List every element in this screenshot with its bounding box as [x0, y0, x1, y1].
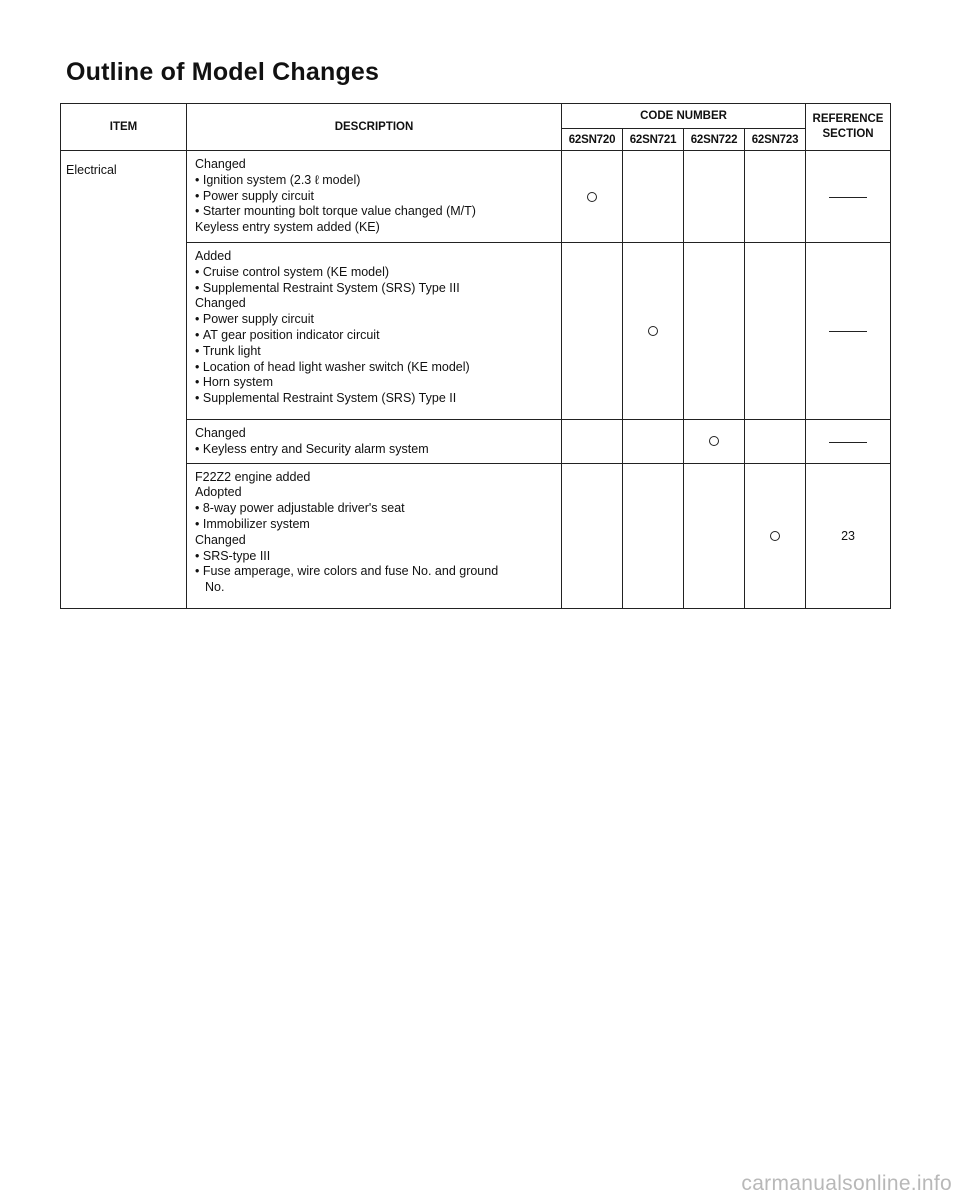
description-line: Added: [195, 249, 232, 263]
no-reference-dash: [829, 331, 867, 332]
description-header: DESCRIPTION: [187, 104, 562, 151]
description-line: No.: [205, 580, 225, 595]
code-cell: [562, 151, 623, 243]
applicable-mark-icon: [709, 436, 719, 446]
reference-header-line1: REFERENCE: [812, 113, 884, 125]
description-line: • Horn system: [195, 375, 557, 391]
description-line: F22Z2 engine added: [195, 469, 311, 484]
code-cell: [562, 463, 623, 608]
code-cell: [623, 420, 684, 464]
code-header-62sn720: 62SN720: [562, 129, 623, 151]
code-cell: [745, 151, 806, 243]
description-line: • Fuse amperage, wire colors and fuse No. and ground: [195, 564, 557, 580]
description-line: • Supplemental Restraint System (SRS) Type II: [195, 391, 557, 407]
reference-cell: [806, 463, 891, 608]
item-cell-electrical: Electrical: [61, 151, 187, 609]
description-line: Changed: [195, 296, 246, 311]
code-cell: [623, 243, 684, 420]
table-row: [61, 151, 891, 243]
code-cell: [684, 463, 745, 608]
description-line: Adopted: [195, 485, 242, 500]
item-header: ITEM: [61, 104, 187, 151]
reference-header-line2: SECTION: [822, 128, 874, 140]
reference-section-header: [806, 104, 891, 151]
description-line: • SRS-type III: [195, 549, 557, 565]
description-line: • Immobilizer system: [195, 517, 557, 533]
description-line: Changed: [195, 426, 246, 440]
description-line: • Power supply circuit: [195, 189, 557, 205]
description-line: Keyless entry system added (KE): [195, 220, 380, 235]
code-cell: [623, 463, 684, 608]
description-line: • Power supply circuit: [195, 312, 557, 328]
code-cell: [745, 463, 806, 608]
description-line: Changed: [195, 532, 246, 547]
code-cell: [745, 420, 806, 464]
code-cell: [623, 151, 684, 243]
applicable-mark-icon: [770, 531, 780, 541]
watermark: carmanualsonline.info: [741, 1172, 952, 1195]
description-line: • Starter mounting bolt torque value changed (M/T): [195, 204, 557, 220]
description-line: Changed: [195, 157, 246, 171]
code-cell: [684, 243, 745, 420]
description-line: • Cruise control system (KE model): [195, 265, 557, 281]
description-cell: [187, 463, 562, 608]
description-line: • Keyless entry and Security alarm system: [195, 442, 557, 458]
no-reference-dash: [829, 197, 867, 198]
applicable-mark-icon: [587, 192, 597, 202]
code-header-62sn723: 62SN723: [745, 129, 806, 151]
description-line: • Trunk light: [195, 344, 557, 360]
description-line: • AT gear position indicator circuit: [195, 328, 557, 344]
applicable-mark-icon: [648, 326, 658, 336]
code-header-62sn722: 62SN722: [684, 129, 745, 151]
code-cell: [562, 420, 623, 464]
page-title: Outline of Model Changes: [66, 58, 380, 86]
description-cell: [187, 151, 562, 243]
description-line: • Supplemental Restraint System (SRS) Type III: [195, 281, 557, 297]
code-cell: [684, 151, 745, 243]
description-line: • Location of head light washer switch (KE model): [195, 360, 557, 376]
model-changes-table: [60, 103, 891, 609]
description-line: • 8-way power adjustable driver's seat: [195, 501, 557, 517]
no-reference-dash: [829, 442, 867, 443]
reference-section-number: 23: [841, 528, 855, 543]
code-header-62sn721: 62SN721: [623, 129, 684, 151]
reference-cell: [806, 420, 891, 464]
code-cell: [745, 243, 806, 420]
code-cell: [684, 420, 745, 464]
code-number-header: CODE NUMBER: [562, 104, 806, 129]
description-line: • Ignition system (2.3 ℓ model): [195, 173, 557, 189]
reference-cell: [806, 151, 891, 243]
description-cell: [187, 420, 562, 464]
description-cell: [187, 243, 562, 420]
code-cell: [562, 243, 623, 420]
table-body: [61, 151, 891, 609]
reference-cell: [806, 243, 891, 420]
